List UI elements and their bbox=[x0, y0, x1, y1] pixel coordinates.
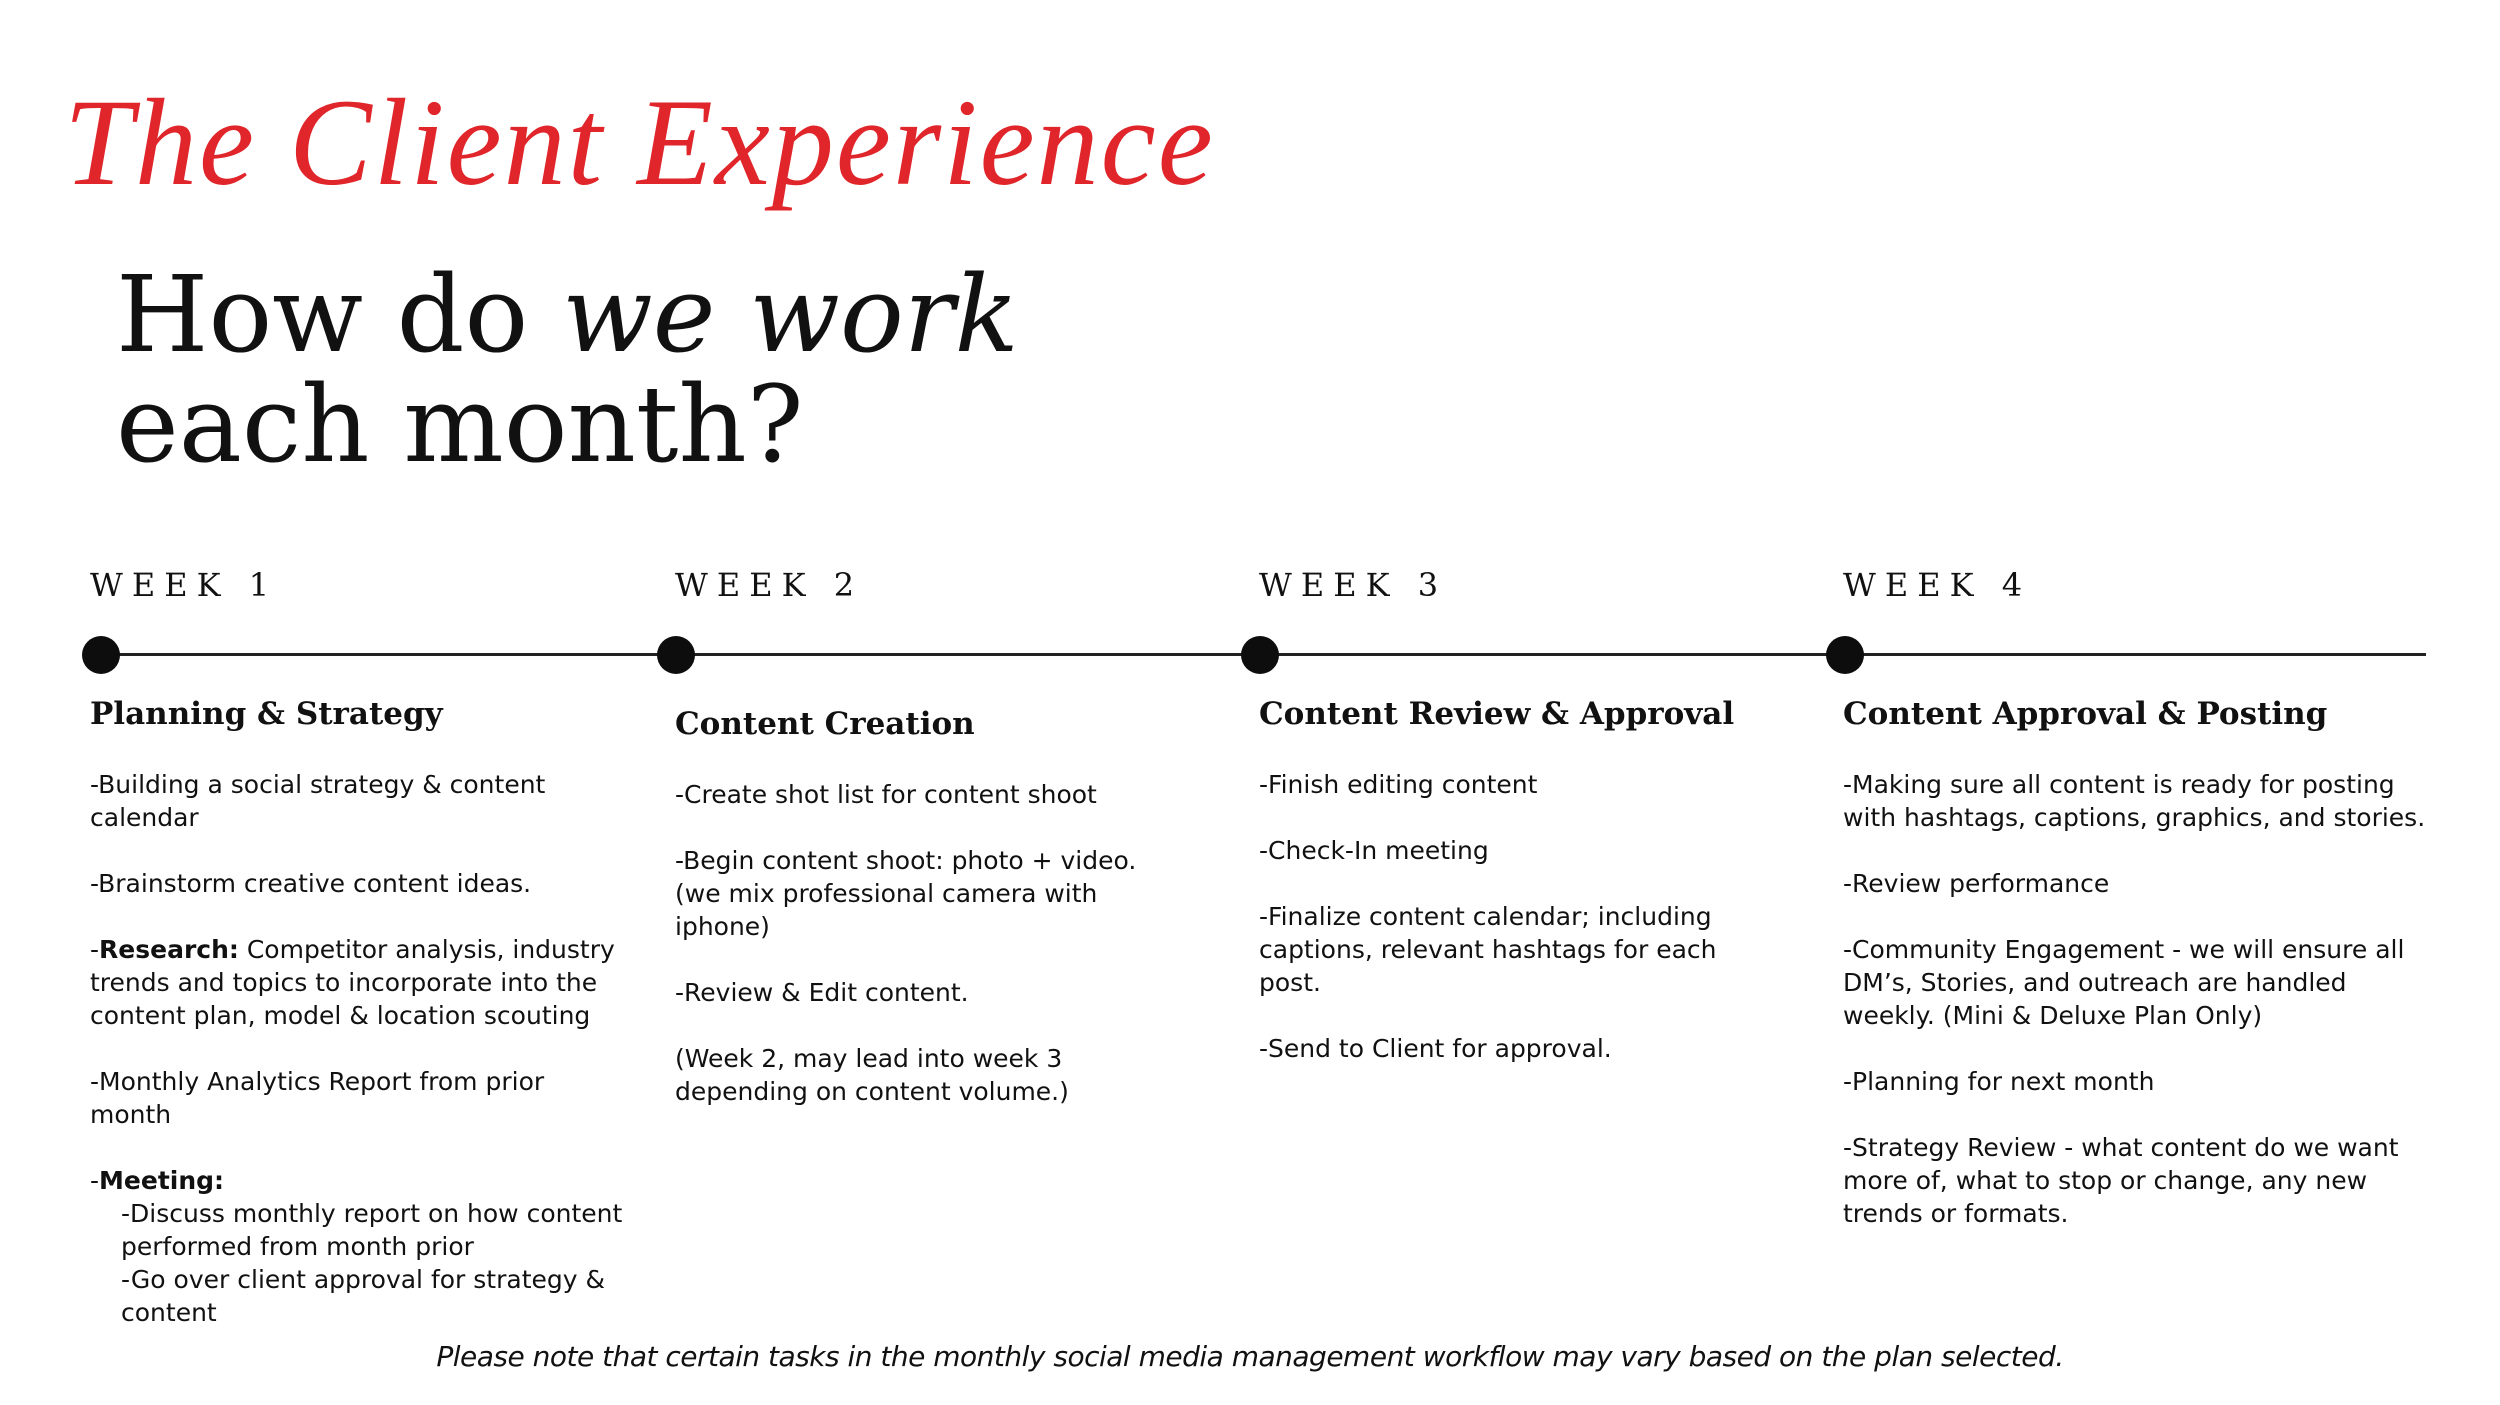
week-4-item: -Community Engagement - we will ensure all DM’s, Stories, and outreach are handled weekly. (Mini & Deluxe Plan Only) bbox=[1843, 935, 2405, 1030]
week-1-item: -Monthly Analytics Report from prior month bbox=[90, 1067, 545, 1129]
week-1-body bbox=[90, 768, 630, 1329]
week-3-title: Content Review & Approval bbox=[1259, 696, 1735, 732]
week-label-3: WEEK 3 bbox=[1259, 566, 1448, 604]
week-4-title: Content Approval & Posting bbox=[1843, 696, 2328, 732]
week-1-title: Planning & Strategy bbox=[90, 696, 443, 732]
research-label: Research: bbox=[99, 935, 239, 964]
week-4-item: -Making sure all content is ready for posting with hashtags, captions, graphics, and stories. bbox=[1843, 770, 2426, 832]
week-4-item: -Review performance bbox=[1843, 869, 2110, 898]
script-title: The Client Experience bbox=[64, 74, 1215, 211]
week-label-1: WEEK 1 bbox=[90, 566, 279, 604]
week-2-body bbox=[675, 778, 1175, 1108]
week-1-item: -Brainstorm creative content ideas. bbox=[90, 869, 532, 898]
page-headline bbox=[116, 253, 1019, 486]
headline-line2: each month? bbox=[116, 363, 804, 486]
week-3-item: -Send to Client for approval. bbox=[1259, 1034, 1612, 1063]
week-4-body bbox=[1843, 768, 2433, 1230]
week-2-title: Content Creation bbox=[675, 706, 975, 742]
week-2-item: -Review & Edit content. bbox=[675, 978, 969, 1007]
week-3-item: -Check-In meeting bbox=[1259, 836, 1489, 865]
timeline-dot-week-2 bbox=[657, 636, 695, 674]
week-4-item: -Strategy Review - what content do we want more of, what to stop or change, any new trends or formats. bbox=[1843, 1133, 2399, 1228]
week-2-item: (Week 2, may lead into week 3 depending on content volume.) bbox=[675, 1044, 1069, 1106]
week-label-2: WEEK 2 bbox=[675, 566, 864, 604]
headline-italic: we work bbox=[562, 253, 1019, 376]
footnote: Please note that certain tasks in the monthly social media management workflow may vary based on the plan selected. bbox=[436, 1340, 2064, 1373]
week-1-item: -Building a social strategy & content calendar bbox=[90, 770, 546, 832]
week-label-4: WEEK 4 bbox=[1843, 566, 2032, 604]
headline-pre: How do bbox=[116, 253, 563, 376]
week-3-item: -Finish editing content bbox=[1259, 770, 1538, 799]
week-3-item: -Finalize content calendar; including captions, relevant hashtags for each post. bbox=[1259, 902, 1717, 997]
week-3-body bbox=[1259, 768, 1779, 1065]
week-4-item: -Planning for next month bbox=[1843, 1067, 2155, 1096]
week-2-item: -Begin content shoot: photo + video. (we mix professional camera with iphone) bbox=[675, 846, 1137, 941]
meeting-label: Meeting: bbox=[99, 1166, 225, 1195]
week-1-item: -Research: Competitor analysis, industry trends and topics to incorporate into the content plan, model & location scouting bbox=[90, 935, 615, 1030]
week-1-item: -Meeting: -Discuss monthly report on how content performed from month prior -Go over client approval for strategy & content bbox=[90, 1164, 630, 1329]
meeting-subitem: -Discuss monthly report on how content performed from month prior bbox=[121, 1199, 623, 1261]
meeting-subitem: -Go over client approval for strategy & content bbox=[121, 1265, 605, 1327]
timeline-dot-week-3 bbox=[1241, 636, 1279, 674]
week-2-item: -Create shot list for content shoot bbox=[675, 780, 1097, 809]
timeline-dot-week-1 bbox=[82, 636, 120, 674]
timeline-dot-week-4 bbox=[1826, 636, 1864, 674]
